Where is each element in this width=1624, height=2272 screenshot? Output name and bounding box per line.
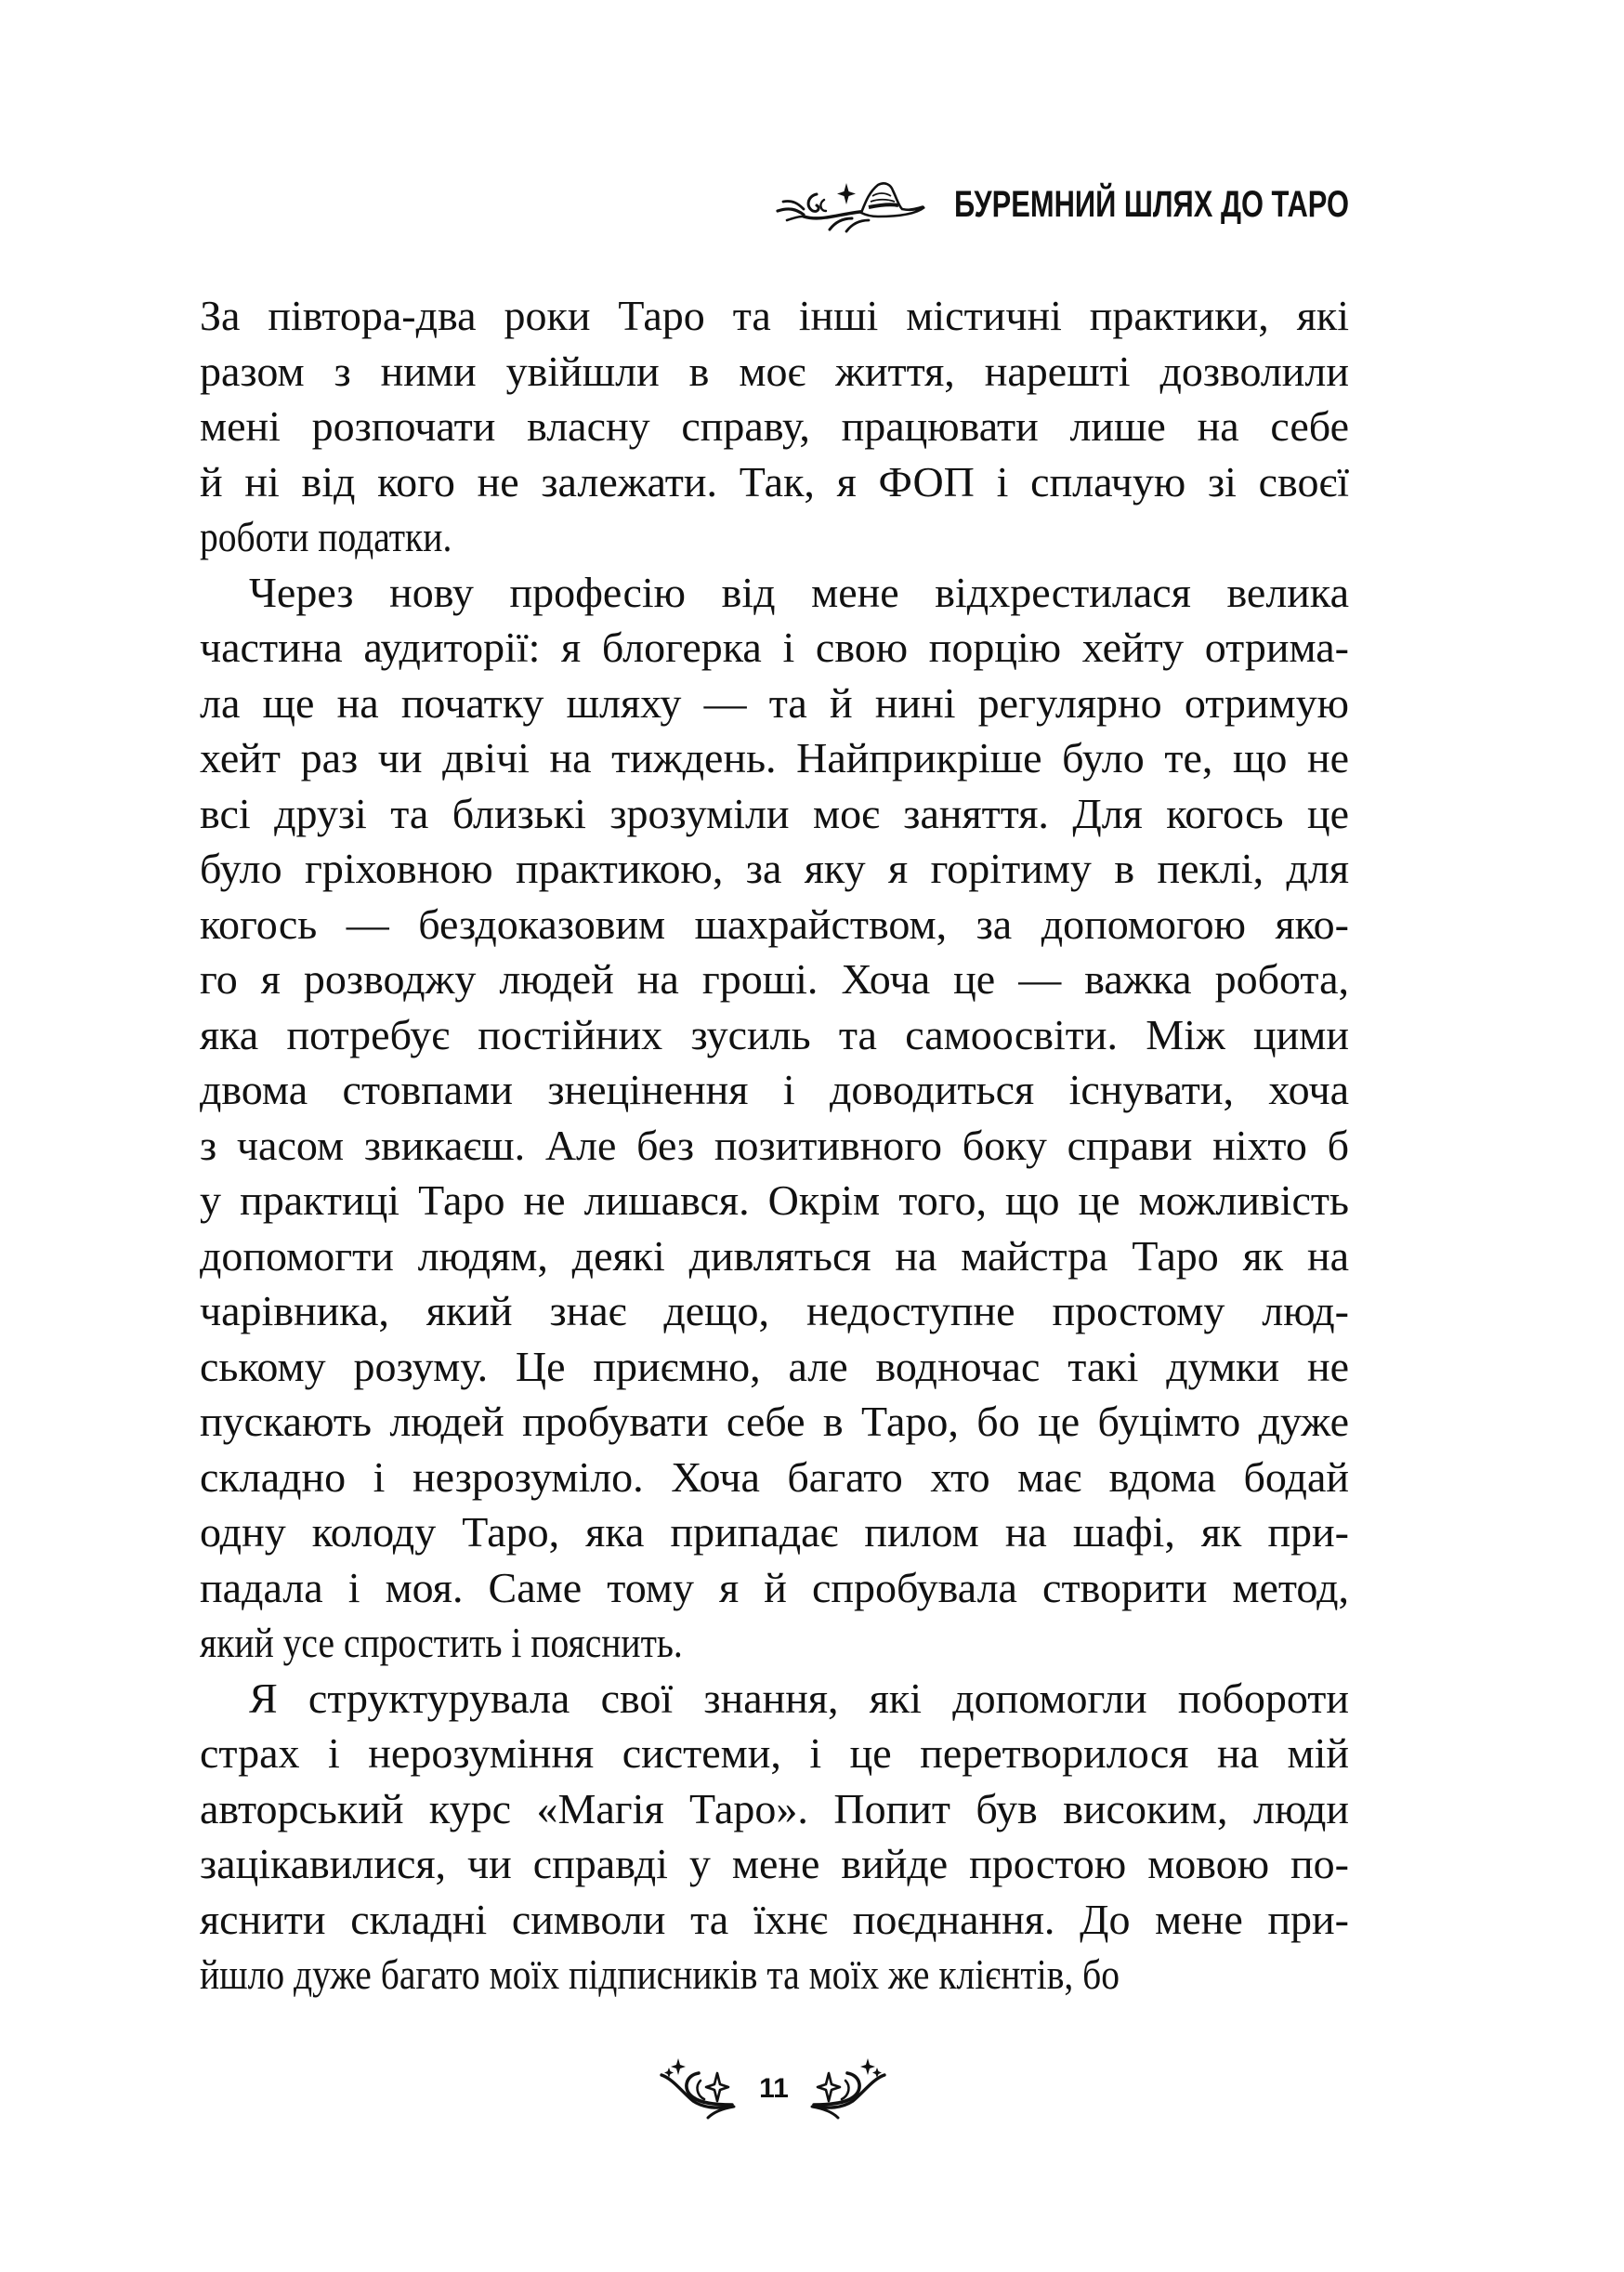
text-line: частина аудиторії: я блогерка і свою порцію хейту отрима-: [200, 624, 1349, 671]
text-line: роботи податки.: [200, 513, 452, 560]
text-line: авторський курс «Магія Таро». Попит був високим, люди: [200, 1784, 1349, 1832]
text-line: страх і нерозуміння системи, і це перетворилося на мій: [200, 1729, 1349, 1777]
text-line: й ні від кого не залежати. Так, я ФОП і сплачую зі своєї: [200, 457, 1349, 506]
text-line: одну колоду Таро, яка припадає пилом на шафі, як при-: [200, 1508, 1349, 1556]
running-head-title: БУРЕМНИЙ ШЛЯХ ДО ТАРО: [954, 184, 1349, 225]
text-line: у практиці Таро не лишався. Окрім того, що це можливість: [200, 1176, 1349, 1224]
text-line: мені розпочати власну справу, працювати лише на себе: [200, 402, 1349, 450]
body-text: [200, 288, 1349, 2003]
paragraph: [200, 1671, 1349, 2003]
text-line: го я розводжу людей на гроші. Хоча це — важка робота,: [200, 955, 1349, 1003]
text-line: було гріховною практикою, за яку я горітиму в пеклі, для: [200, 845, 1349, 892]
sparkle-flourish-left-icon: [660, 2047, 736, 2121]
text-line: допомогти людям, деякі дивляться на майстра Таро як на: [200, 1231, 1349, 1280]
text-line: За півтора-два роки Таро та інші містичні практики, які: [200, 292, 1349, 339]
text-line: пускають людей пробувати себе в Таро, бо це буцімто дуже: [200, 1398, 1349, 1445]
text-line: двома стовпами знецінення і доводиться існувати, хоча: [200, 1066, 1349, 1113]
sparkle-flourish-right-icon: [810, 2047, 886, 2121]
running-head: [771, 177, 1352, 236]
text-line: яка потребує постійних зусиль та самоосвіти. Між цими: [200, 1010, 1349, 1058]
text-line: чарівника, який знає дещо, недоступне простому люд-: [200, 1287, 1349, 1334]
text-line: зацікавилися, чи справді у мене вийде простою мовою по-: [200, 1840, 1349, 1887]
page-number: 11: [759, 2073, 789, 2104]
text-line: ла ще на початку шляху — та й нині регулярно отримую: [200, 678, 1349, 727]
page-footer: [650, 2040, 897, 2128]
paragraph: [200, 288, 1349, 565]
text-line: йшло дуже багато моїх підписників та моїх же клієнтів, бо: [200, 1950, 1120, 1998]
text-line: Я структурувала свої знання, які допомогли побороти: [249, 1674, 1349, 1722]
text-line: з часом звикаєш. Але без позитивного боку справи ніхто б: [200, 1121, 1349, 1169]
text-line: всі друзі та близькі зрозуміли моє заняття. Для когось це: [200, 789, 1349, 837]
witch-hat-flourish-icon: [776, 179, 926, 233]
text-line: когось — бездоказовим шахрайством, за допомогою яко-: [200, 900, 1349, 948]
text-line: який усе спростить і пояснить.: [200, 1619, 683, 1666]
text-line: ському розуму. Це приємно, але водночас такі думки не: [200, 1342, 1349, 1390]
text-line: Через нову професію від мене відхрестилася велика: [249, 568, 1349, 616]
text-line: складно і незрозуміло. Хоча багато хто має вдома бодай: [200, 1452, 1349, 1501]
text-line: хейт раз чи двічі на тиждень. Найприкріше було те, що не: [200, 734, 1349, 781]
text-line: яснити складні символи та їхнє поєднання. До мене при-: [200, 1895, 1349, 1943]
text-line: разом з ними увійшли в моє життя, нарешті дозволили: [200, 347, 1349, 395]
text-line: падала і моя. Саме тому я й спробувала створити метод,: [200, 1563, 1349, 1611]
paragraph: [200, 565, 1349, 1671]
